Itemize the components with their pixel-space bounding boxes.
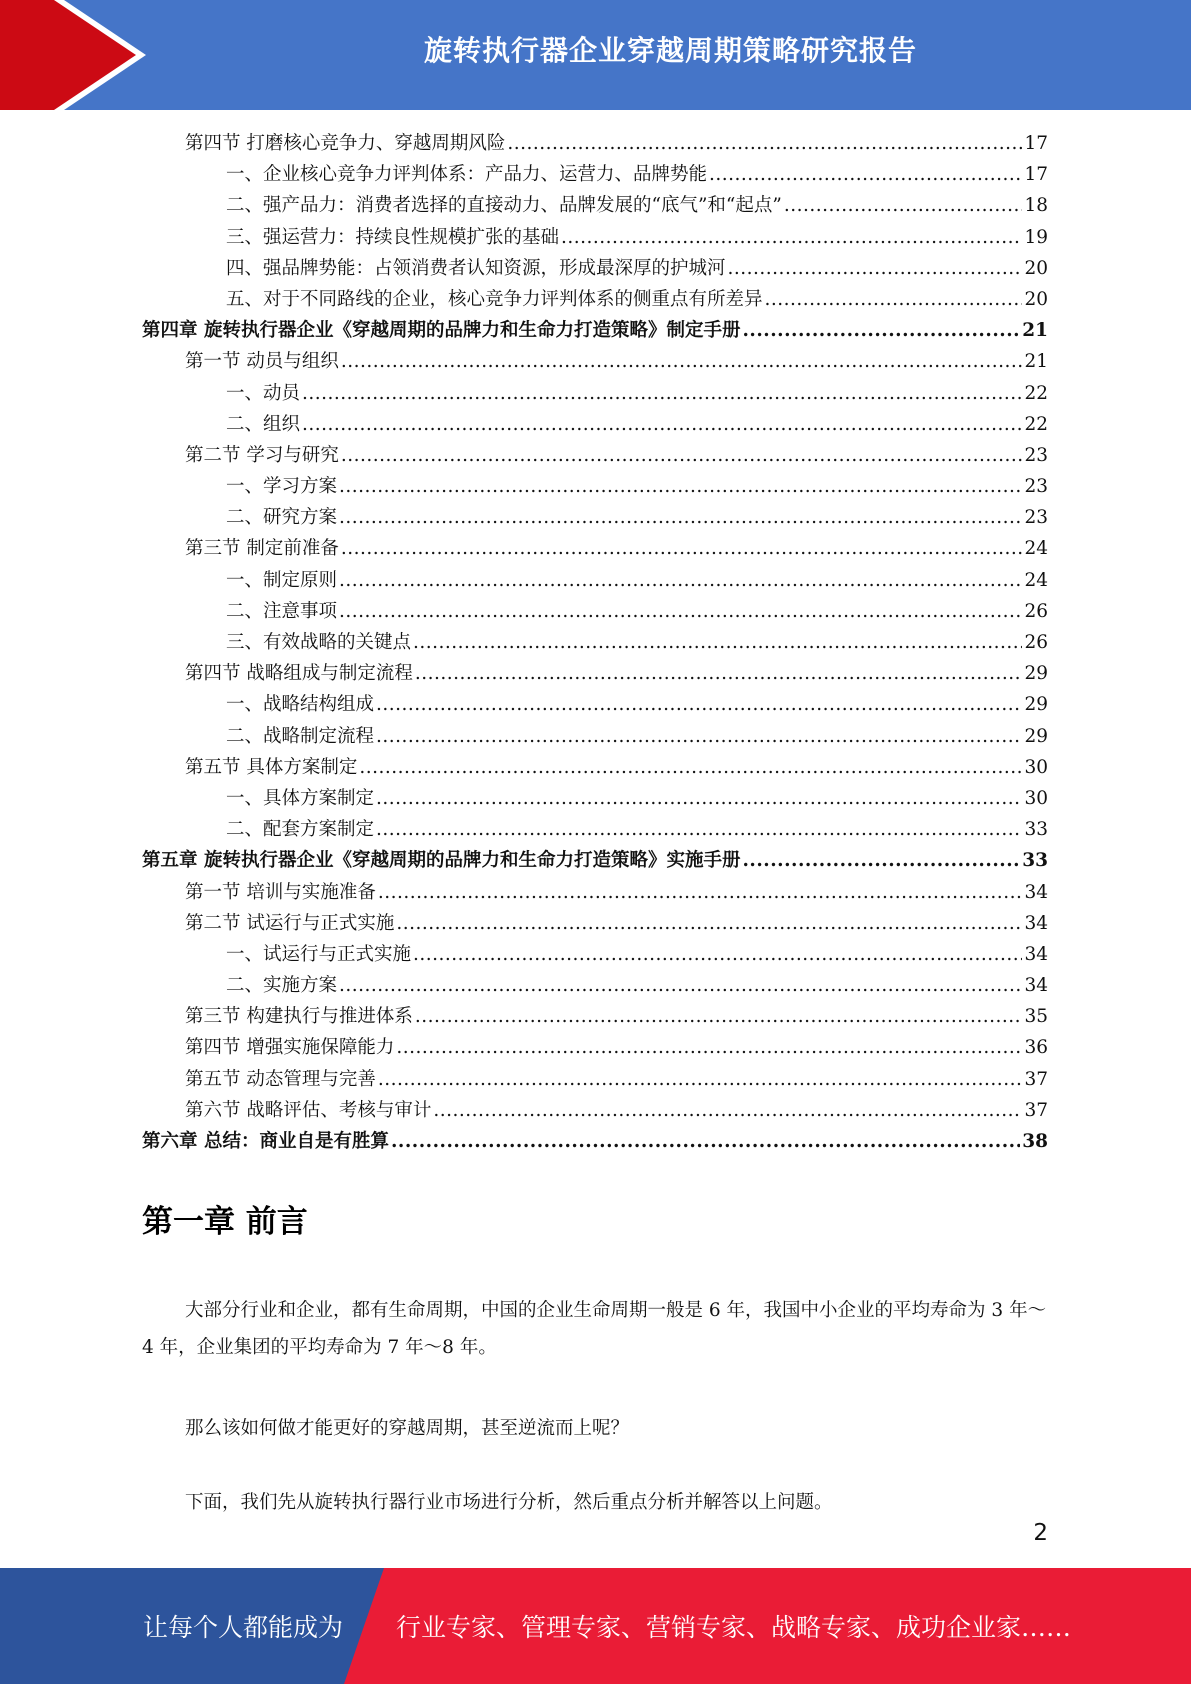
report-title: 旋转执行器企业穿越周期策略研究报告 <box>423 34 917 67</box>
toc-dot-leader <box>378 877 1023 908</box>
toc-entry-page: 34 <box>1024 912 1048 934</box>
toc-entry-page: 19 <box>1024 226 1048 248</box>
toc-entry[interactable] <box>142 378 1048 409</box>
toc-entry-page: 22 <box>1024 413 1048 435</box>
toc-entry[interactable] <box>142 814 1048 845</box>
question-paragraph: 那么该如何做才能更好的穿越周期，甚至逆流而上呢？ <box>185 1418 630 1439</box>
toc-entry-title: 第二节 学习与研究 <box>185 444 339 466</box>
toc-entry-page: 18 <box>1024 195 1048 217</box>
toc-dot-leader <box>359 752 1022 783</box>
toc-entry-title: 第一节 培训与实施准备 <box>185 881 376 903</box>
toc-entry-title: 二、注意事项 <box>226 600 338 622</box>
toc-entry[interactable] <box>142 284 1048 315</box>
footer-slogan-right: 行业专家、管理专家、营销专家、战略专家、成功企业家…… <box>396 1613 1072 1642</box>
toc-entry-page: 23 <box>1024 444 1048 466</box>
toc-entry-page: 37 <box>1024 1068 1048 1090</box>
toc-entry-page: 26 <box>1024 632 1048 653</box>
toc-entry-page: 29 <box>1024 663 1048 685</box>
toc-entry-title: 第四节 打磨核心竞争力、穿越周期风险 <box>185 133 506 154</box>
toc-entry[interactable] <box>142 877 1048 908</box>
toc-entry-title: 一、制定原则 <box>226 569 338 591</box>
toc-dot-leader <box>413 939 1022 970</box>
toc-entry-title: 第四节 增强实施保障能力 <box>185 1037 395 1059</box>
toc-entry-title: 二、配套方案制定 <box>226 819 375 841</box>
toc-entry[interactable] <box>142 346 1048 377</box>
toc-dot-leader <box>413 627 1022 658</box>
toc-entry-title: 五、对于不同路线的企业，核心竞争力评判体系的侧重点有所差异 <box>226 288 763 310</box>
toc-entry-page: 21 <box>1022 320 1048 342</box>
toc-dot-leader <box>339 970 1022 1001</box>
toc-entry-page: 17 <box>1024 164 1048 186</box>
toc-entry-title: 四、强品牌势能：占领消费者认知资源，形成最深厚的护城河 <box>226 257 726 279</box>
toc-entry[interactable] <box>142 1001 1048 1032</box>
toc-entry-page: 24 <box>1024 538 1048 560</box>
footer-slogan-left: 让每个人都能成为 <box>143 1613 344 1642</box>
toc-entry-page: 20 <box>1024 288 1048 310</box>
toc-entry-title: 第三节 构建执行与推进体系 <box>185 1006 413 1028</box>
toc-entry[interactable] <box>142 1064 1048 1095</box>
toc-entry-title: 一、具体方案制定 <box>226 787 375 809</box>
toc-dot-leader <box>765 284 1023 315</box>
toc-entry[interactable] <box>142 596 1048 627</box>
toc-dot-leader <box>376 783 1022 814</box>
toc-entry[interactable] <box>142 752 1048 783</box>
toc-entry-page: 30 <box>1024 756 1048 778</box>
toc-dot-leader <box>396 1032 1022 1063</box>
toc-entry[interactable] <box>142 1032 1048 1063</box>
toc-entry-title: 二、研究方案 <box>226 507 338 529</box>
toc-entry[interactable] <box>142 533 1048 564</box>
outline-paragraph: 下面，我们先从旋转执行器行业市场进行分析，然后重点分析并解答以上问题。 <box>185 1492 833 1513</box>
toc-dot-leader <box>341 346 1023 377</box>
toc-entry-page: 33 <box>1024 819 1048 841</box>
toc-dot-leader <box>728 253 1023 284</box>
toc-entry[interactable] <box>142 627 1048 658</box>
toc-entry[interactable] <box>142 845 1048 876</box>
chapter-title: 第一章 前言 <box>142 1204 308 1240</box>
toc-entry-title: 二、强产品力：消费者选择的直接动力、品牌发展的“底气”和“起点” <box>226 195 782 217</box>
toc-entry-title: 三、强运营力：持续良性规模扩张的基础 <box>226 226 560 248</box>
toc-dot-leader <box>339 502 1022 533</box>
toc-entry-title: 一、企业核心竞争力评判体系：产品力、运营力、品牌势能 <box>226 164 708 186</box>
toc-dot-leader <box>415 1001 1023 1032</box>
toc-entry-page: 22 <box>1024 382 1048 404</box>
toc-dot-leader <box>433 1095 1022 1126</box>
toc-dot-leader <box>341 440 1023 471</box>
toc-entry-title: 第四节 战略组成与制定流程 <box>185 663 413 685</box>
toc-dot-leader <box>742 845 1020 876</box>
toc-dot-leader <box>376 721 1022 752</box>
toc-dot-leader <box>376 689 1022 720</box>
toc-entry-title: 第五章 旋转执行器企业《穿越周期的品牌力和生命力打造策略》实施手册 <box>142 850 741 872</box>
toc-entry-title: 二、战略制定流程 <box>226 725 375 747</box>
toc-entry-page: 26 <box>1024 600 1048 622</box>
toc-dot-leader <box>561 222 1022 253</box>
toc-entry[interactable] <box>142 440 1048 471</box>
toc-dot-leader <box>415 658 1023 689</box>
toc-dot-leader <box>396 908 1022 939</box>
toc-entry[interactable] <box>142 128 1048 159</box>
toc-entry-page: 30 <box>1024 787 1048 809</box>
toc-entry-page: 17 <box>1024 133 1048 154</box>
toc-dot-leader <box>339 471 1022 502</box>
table-of-contents <box>142 128 1048 1157</box>
page-number: 2 <box>1033 1520 1048 1546</box>
toc-entry-page: 21 <box>1024 351 1048 373</box>
toc-entry-page: 23 <box>1024 476 1048 498</box>
toc-entry-title: 第六章 总结：商业自是有胜算 <box>142 1131 389 1152</box>
toc-entry-title: 一、动员 <box>226 382 301 404</box>
toc-entry[interactable] <box>142 939 1048 970</box>
toc-entry-title: 第五节 动态管理与完善 <box>185 1068 376 1090</box>
toc-entry-page: 37 <box>1024 1099 1048 1121</box>
toc-entry-page: 29 <box>1024 725 1048 747</box>
toc-entry[interactable] <box>142 689 1048 720</box>
toc-dot-leader <box>391 1126 1020 1157</box>
toc-dot-leader <box>339 565 1022 596</box>
toc-entry[interactable] <box>142 908 1048 939</box>
toc-entry-page: 24 <box>1024 569 1048 591</box>
toc-entry-page: 36 <box>1024 1037 1048 1059</box>
toc-entry-title: 二、实施方案 <box>226 975 338 997</box>
toc-entry[interactable] <box>142 253 1048 284</box>
page-footer <box>0 1568 1191 1684</box>
toc-entry-title: 第三节 制定前准备 <box>185 538 339 560</box>
toc-entry-page: 23 <box>1024 507 1048 529</box>
toc-entry-title: 一、战略结构组成 <box>226 694 375 716</box>
toc-dot-leader <box>742 315 1020 346</box>
toc-dot-leader <box>341 533 1023 564</box>
toc-entry[interactable] <box>142 409 1048 440</box>
toc-dot-leader <box>302 378 1022 409</box>
toc-entry-page: 38 <box>1022 1131 1048 1152</box>
toc-entry-title: 三、有效战略的关键点 <box>226 632 412 653</box>
toc-dot-leader <box>784 190 1023 221</box>
toc-dot-leader <box>339 596 1022 627</box>
toc-dot-leader <box>507 128 1022 159</box>
toc-entry-title: 第六节 战略评估、考核与审计 <box>185 1099 432 1121</box>
toc-entry-page: 33 <box>1022 850 1048 872</box>
toc-entry[interactable] <box>142 471 1048 502</box>
intro-paragraph: 大部分行业和企业，都有生命周期，中国的企业生命周期一般是 6 年，我国中小企业的平均寿命为 3 年～4 年，企业集团的平均寿命为 7 年～8 年。 <box>142 1300 1047 1358</box>
toc-dot-leader <box>376 814 1022 845</box>
toc-entry[interactable] <box>142 565 1048 596</box>
toc-entry-title: 一、学习方案 <box>226 476 338 498</box>
toc-entry-page: 35 <box>1024 1006 1048 1028</box>
toc-entry[interactable] <box>142 970 1048 1001</box>
toc-dot-leader <box>302 409 1022 440</box>
toc-entry-title: 一、试运行与正式实施 <box>226 943 412 965</box>
toc-entry[interactable] <box>142 1095 1048 1126</box>
toc-entry[interactable] <box>142 315 1048 346</box>
toc-entry-title: 第一节 动员与组织 <box>185 351 339 373</box>
toc-entry-page: 34 <box>1024 975 1048 997</box>
toc-entry-page: 20 <box>1024 257 1048 279</box>
toc-entry[interactable] <box>142 658 1048 689</box>
toc-entry-title: 第四章 旋转执行器企业《穿越周期的品牌力和生命力打造策略》制定手册 <box>142 320 741 342</box>
toc-entry-title: 第五节 具体方案制定 <box>185 756 358 778</box>
toc-dot-leader <box>709 159 1022 190</box>
toc-entry[interactable] <box>142 721 1048 752</box>
page-header <box>0 0 1191 110</box>
toc-entry[interactable] <box>142 502 1048 533</box>
toc-entry[interactable] <box>142 783 1048 814</box>
toc-entry[interactable] <box>142 1126 1048 1157</box>
toc-entry-page: 34 <box>1024 881 1048 903</box>
toc-entry-title: 二、组织 <box>226 413 301 435</box>
toc-entry[interactable] <box>142 190 1048 221</box>
toc-entry-page: 29 <box>1024 694 1048 716</box>
toc-entry[interactable] <box>142 159 1048 190</box>
toc-entry-title: 第二节 试运行与正式实施 <box>185 912 395 934</box>
toc-dot-leader <box>378 1064 1023 1095</box>
toc-entry-page: 34 <box>1024 943 1048 965</box>
toc-entry[interactable] <box>142 222 1048 253</box>
